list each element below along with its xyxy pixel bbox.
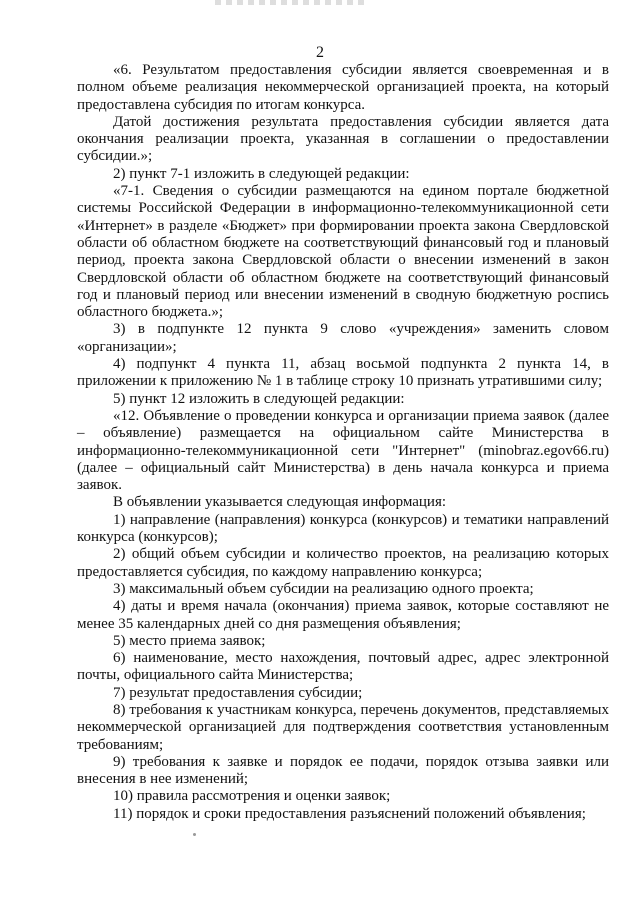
document-body <box>77 62 609 823</box>
paragraph: Датой достижения результата предоставления субсидии является дата окончания реализации проекта, указанная в соглашении о предоставлении субсидии.»; <box>77 113 609 165</box>
paragraph: 9) требования к заявке и порядок ее подачи, порядок отзыва заявки или внесения в нее изменений; <box>77 753 609 788</box>
paragraph: «6. Результатом предоставления субсидии является своевременная и в полном объеме реализация некоммерческой организацией проекта, на который предоставлена субсидия по итогам конкурса. <box>77 62 609 113</box>
paragraph: 1) направление (направления) конкурса (конкурсов) и тематики направлений конкурса (конкурсов); <box>77 511 609 546</box>
paragraph: «12. Объявление о проведении конкурса и организации приема заявок (далее – объявление) размещается на официальном сайте Министерства в информационно-телекоммуникационной сети "Интернет" (minobraz.egov66.ru) (далее – официальный сайт Министерства) в день начала конкурса и приема заявок. <box>77 407 609 494</box>
scan-artifact-top <box>215 0 365 5</box>
scan-artifact-dot <box>193 833 196 836</box>
paragraph: 11) порядок и сроки предоставления разъяснений положений объявления; <box>113 805 586 822</box>
paragraph: В объявлении указывается следующая информация: <box>113 494 447 511</box>
paragraph: 10) правила рассмотрения и оценки заявок; <box>113 788 391 805</box>
paragraph: 3) максимальный объем субсидии на реализацию одного проекта; <box>113 580 534 597</box>
page-number: 2 <box>316 44 324 61</box>
paragraph: 6) наименование, место нахождения, почтовый адрес, адрес электронной почты, официального сайта Министерства; <box>77 650 609 684</box>
paragraph: «7-1. Сведения о субсидии размещаются на едином портале бюджетной системы Российской Федерации в информационно-телекоммуникационной сети «Интернет» в разделе «Бюджет» при формировании проекта закона Свердловской области об областном бюджете на соответствующий финансовый год и плановый период, проекта закона Свердловской области о внесении изменений в закон Свердловской области об областном бюджете на соответствующий финансовый год и плановый период или внесении изменений в сводную бюджетную роспись областного бюджета.»; <box>77 183 609 321</box>
paragraph: 3) в подпункте 12 пункта 9 слово «учреждения» заменить словом «организации»; <box>77 321 609 355</box>
paragraph: 5) пункт 12 изложить в следующей редакции: <box>113 390 405 407</box>
paragraph: 2) пункт 7-1 изложить в следующей редакции: <box>113 165 410 182</box>
paragraph: 8) требования к участникам конкурса, перечень документов, представляемых некоммерческой организацией для подтверждения соответствия установленным требованиям; <box>77 701 609 753</box>
paragraph: 7) результат предоставления субсидии; <box>113 684 363 701</box>
paragraph: 2) общий объем субсидии и количество проектов, на реализацию которых предоставляется субсидия, по каждому направлению конкурса; <box>77 546 609 580</box>
paragraph: 4) даты и время начала (окончания) приема заявок, которые составляют не менее 35 календарных дней со дня размещения объявления; <box>77 598 609 632</box>
paragraph: 5) место приема заявок; <box>113 632 266 649</box>
paragraph: 4) подпункт 4 пункта 11, абзац восьмой подпункта 2 пункта 14, в приложении к приложению № 1 в таблице строку 10 признать утратившими силу; <box>77 356 609 390</box>
